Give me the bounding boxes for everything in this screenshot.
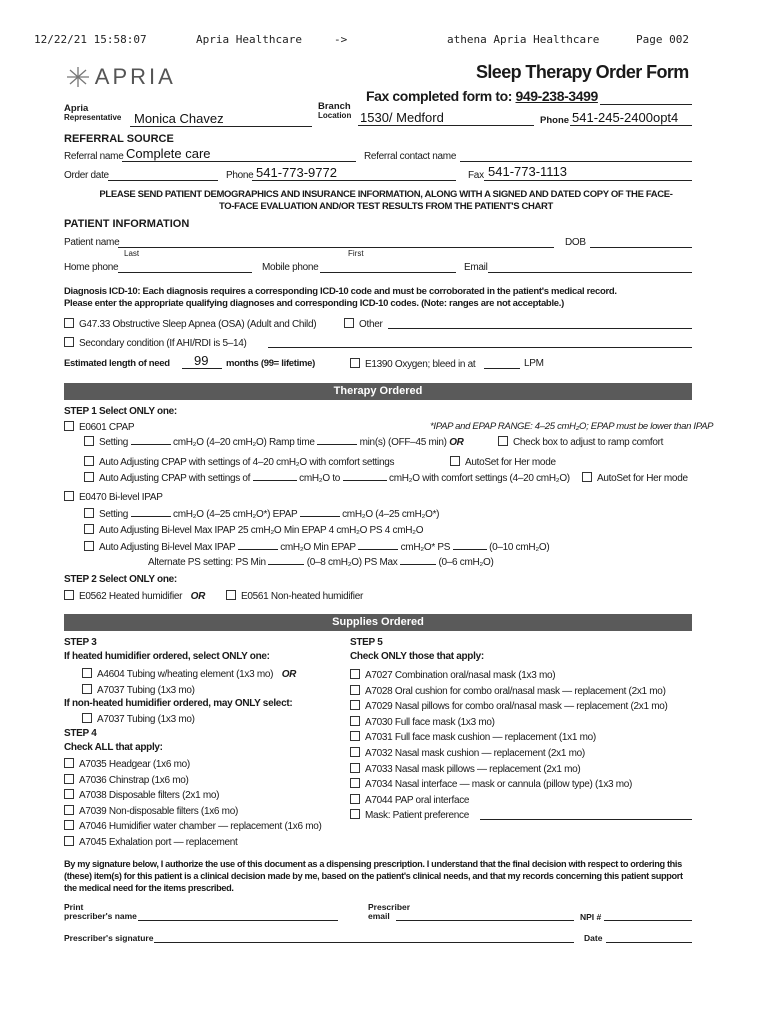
step5-list [350,668,668,824]
ramp-comfort-option[interactable]: Check box to adjust to ramp comfort [498,436,663,448]
patient-heading: PATIENT INFORMATION [64,218,190,230]
date-field[interactable] [606,942,692,943]
min-epap-field[interactable] [358,549,398,550]
dob-field[interactable] [590,247,692,248]
referral-contact-field[interactable] [460,161,692,162]
cpap-checkbox[interactable] [64,421,74,431]
apria-rep-label: Apria Representative [64,103,122,122]
step4-item[interactable]: A7046 Humidifier water chamber — replacement (1x6 mo) [64,819,322,835]
step5-checkbox[interactable] [350,669,360,679]
first-label: First [348,249,364,258]
ipap-epap-note: *IPAP and EPAP RANGE: 4–25 cmH₂O; EPAP must be lower than IPAP [430,421,714,432]
step4-checkbox[interactable] [64,758,74,768]
diagnosis-text2: Please enter the appropriate qualifying diagnoses and corresponding ICD-10 codes. (Note: ranges are not acceptable.) [64,298,564,309]
signature-field[interactable] [154,942,574,943]
oxygen-option[interactable]: E1390 Oxygen; bleed in at [350,358,475,370]
npi-field[interactable] [604,920,692,921]
step4-item[interactable]: A7035 Headgear (1x6 mo) [64,757,322,773]
cpap-setting-checkbox[interactable] [84,436,94,446]
los-label: Estimated length of need [64,358,170,369]
los-suffix: months (99= lifetime) [226,358,315,369]
referral-fax-value[interactable]: 541-773-1113 [488,164,568,179]
cpap-setting-row[interactable]: Setting cmH₂O (4–20 cmH₂O) Ramp time min(s) (OFF–45 min) OR [84,436,464,448]
secondary-field[interactable] [268,347,692,348]
phone-top-value[interactable]: 541-245-2400opt4 [572,110,679,125]
step5-checkbox[interactable] [350,778,360,788]
a4604-checkbox[interactable] [82,668,92,678]
other-field[interactable] [388,328,692,329]
patient-name-field[interactable] [118,247,554,248]
other-checkbox[interactable] [344,318,354,328]
prescriber-email-field[interactable] [396,920,574,921]
step4-sub: Check ALL that apply: [64,742,163,753]
mobile-phone-field[interactable] [320,272,456,273]
step5-item[interactable]: A7030 Full face mask (1x3 mo) [350,715,668,731]
heated-humidifier-option[interactable]: E0562 Heated humidifier OR [64,590,211,602]
referral-fax-line [484,180,692,181]
apria-rep-value[interactable]: Monica Chavez [134,111,224,126]
auto-cpap-checkbox[interactable] [84,456,94,466]
home-phone-field[interactable] [118,272,252,273]
order-date-label: Order date [64,170,109,181]
step5-item[interactable]: A7033 Nasal mask pillows — replacement (2x1 mo) [350,762,668,778]
osa-checkbox[interactable] [64,318,74,328]
supplies-ordered-bar: Supplies Ordered [64,614,692,631]
fax-to-number: 949-238-3499 [515,88,598,104]
branch-value[interactable]: 1530/ Medford [360,110,444,125]
auto-cpap-custom-checkbox[interactable] [84,472,94,482]
step5-checkbox[interactable] [350,700,360,710]
signature-authorization-text: By my signature below, I authorize the use of this document as a dispensing prescription. I understand that the final decision with respect to ordering this (these) item(s) for this patient is a clinical decision made by me, based on the patient's clinical needs, and that my records concerning this patient support the medical need for the items prescribed. [64,859,683,893]
step4-item[interactable]: A7036 Chinstrap (1x6 mo) [64,773,322,789]
auto-cpap-min-field[interactable] [253,480,297,481]
heated-humidifier-checkbox[interactable] [64,590,74,600]
ps-field[interactable] [453,549,487,550]
bilevel-setting-row[interactable]: Setting cmH₂O (4–25 cmH₂O*) EPAP cmH₂O (4–25 cmH₂O*) [84,508,439,520]
prescriber-name-field[interactable] [138,920,338,921]
apria-logo-icon [64,66,92,88]
mobile-phone-label: Mobile phone [262,262,319,273]
dob-label: DOB [565,237,586,248]
secondary-checkbox[interactable] [64,337,74,347]
rep-line [130,126,312,127]
bilevel-auto-custom-row[interactable]: Auto Adjusting Bi-level Max IPAP cmH₂O Min EPAP cmH₂O* PS (0–10 cmH₂O) [84,541,549,553]
referral-name-value[interactable]: Complete care [126,146,211,161]
date-label: Date [584,933,603,943]
home-phone-label: Home phone [64,262,119,273]
email-field[interactable] [488,272,692,273]
referral-name-label: Referral name [64,151,124,162]
step4-checkbox[interactable] [64,805,74,815]
signature-label: Prescriber's signature [64,933,154,943]
fax-datetime: 12/22/21 15:58:07 [34,33,147,46]
auto-cpap-max-field[interactable] [343,480,387,481]
fax-from: Apria Healthcare [196,33,302,46]
step5-item[interactable]: A7027 Combination oral/nasal mask (1x3 mo) [350,668,668,684]
bilevel-auto-custom-checkbox[interactable] [84,541,94,551]
step3-title: STEP 3 [64,637,97,648]
osa-option[interactable]: G47.33 Obstructive Sleep Apnea (OSA) (Adult and Child) [64,318,316,330]
bilevel-checkbox[interactable] [64,491,74,501]
step5-checkbox[interactable] [350,763,360,773]
form-title: Sleep Therapy Order Form [476,62,689,82]
bilevel-epap-field[interactable] [300,516,340,517]
fax-to-line [600,104,692,105]
branch-line [358,125,534,126]
bilevel-ipap-field[interactable] [131,516,171,517]
secondary-option[interactable]: Secondary condition (If AHI/RDI is 5–14) [64,337,247,349]
step4-item[interactable]: A7038 Disposable filters (2x1 mo) [64,788,322,804]
step4-checkbox[interactable] [64,836,74,846]
step5-item[interactable]: Mask: Patient preference [350,808,668,824]
fax-completed-label: Fax completed form to: 949-238-3499 [366,88,598,104]
last-label: Last [124,249,140,258]
a7037-heated-option[interactable]: A7037 Tubing (1x3 mo) [82,684,195,696]
a7037-heated-checkbox[interactable] [82,684,92,694]
step5-item[interactable]: A7044 PAP oral interface [350,793,668,809]
fax-page: Page 002 [636,33,689,46]
step5-checkbox[interactable] [350,809,360,819]
nonheated-humidifier-option[interactable]: E0561 Non-heated humidifier [226,590,363,602]
diagnosis-text1: Diagnosis ICD-10: Each diagnosis requires a corresponding ICD-10 code and must be corroborated in the patient's medical record. [64,286,617,297]
step5-item[interactable]: A7031 Full face mask cushion — replacement (1x1 mo) [350,730,668,746]
step5-sub: Check ONLY those that apply: [350,651,484,662]
bilevel-auto-checkbox[interactable] [84,524,94,534]
fax-to: athena Apria Healthcare [447,33,600,46]
a4604-option[interactable]: A4604 Tubing w/heating element (1x3 mo) OR [82,668,296,680]
referral-phone-value[interactable]: 541-773-9772 [256,165,337,180]
therapy-ordered-bar: Therapy Ordered [64,383,692,400]
cpap-option[interactable]: E0601 CPAP [64,421,134,433]
step3-sub1: If heated humidifier ordered, select ONLY one: [64,651,270,662]
step5-checkbox[interactable] [350,685,360,695]
step4-list [64,757,322,850]
ramp-comfort-checkbox[interactable] [498,436,508,446]
step5-item[interactable]: A7032 Nasal mask cushion — replacement (2x1 mo) [350,746,668,762]
step4-checkbox[interactable] [64,774,74,784]
referral-phone-line [252,180,456,181]
autoset-her2-option[interactable]: AutoSet for Her mode [582,472,688,484]
cpap-setting-field[interactable] [131,444,171,445]
patient-name-label: Patient name [64,237,120,248]
ramp-time-field[interactable] [317,444,357,445]
apria-logo [64,64,176,90]
email-label: Email [464,262,488,273]
bilevel-auto-option[interactable]: Auto Adjusting Bi-level Max IPAP 25 cmH₂O Min EPAP 4 cmH₂O PS 4 cmH₂O [84,524,423,536]
a7037-nonheated-checkbox[interactable] [82,713,92,723]
bilevel-setting-checkbox[interactable] [84,508,94,518]
a7037-nonheated-option[interactable]: A7037 Tubing (1x3 mo) [82,713,195,725]
auto-cpap-option[interactable]: Auto Adjusting CPAP with settings of 4–20 cmH₂O with comfort settings [84,456,394,468]
los-line [182,368,222,369]
auto-cpap-custom-row[interactable]: Auto Adjusting CPAP with settings of cmH₂O to cmH₂O with comfort settings (4–20 cmH₂O) [84,472,570,484]
step2-title: STEP 2 Select ONLY one: [64,574,177,585]
step5-item[interactable]: A7029 Nasal pillows for combo oral/nasal mask — replacement (2x1 mo) [350,699,668,715]
nonheated-humidifier-checkbox[interactable] [226,590,236,600]
autoset-her2-checkbox[interactable] [582,472,592,482]
referral-fax-label: Fax [468,170,484,181]
autoset-her-checkbox[interactable] [450,456,460,466]
alternate-ps-row: Alternate PS setting: PS Min (0–8 cmH₂O) PS Max (0–6 cmH₂O) [148,557,494,568]
step3-sub2: If non-heated humidifier ordered, may ONLY select: [64,698,293,709]
los-value[interactable]: 99 [194,353,209,368]
phone-top-line [570,125,692,126]
print-name-label: Print prescriber's name [64,902,137,921]
referral-name-line [122,161,356,162]
ps-min-field[interactable] [268,564,304,565]
ps-max-field[interactable] [400,564,436,565]
referral-heading: REFERRAL SOURCE [64,133,174,145]
step4-item[interactable]: A7039 Non-disposable filters (1x6 mo) [64,804,322,820]
step4-checkbox[interactable] [64,820,74,830]
referral-phone-label: Phone [226,170,254,181]
mask-preference-field[interactable] [480,819,692,820]
step5-item[interactable]: A7034 Nasal interface — mask or cannula (pillow type) (1x3 mo) [350,777,668,793]
step1-title: STEP 1 Select ONLY one: [64,406,177,417]
oxygen-lpm-label: LPM [524,358,544,369]
step5-item[interactable]: A7028 Oral cushion for combo oral/nasal mask — replacement (2x1 mo) [350,684,668,700]
step5-title: STEP 5 [350,637,383,648]
step5-checkbox[interactable] [350,747,360,757]
oxygen-lpm-field[interactable] [484,368,520,369]
autoset-her-option[interactable]: AutoSet for Her mode [450,456,556,468]
oxygen-checkbox[interactable] [350,358,360,368]
step4-item[interactable]: A7045 Exhalation port — replacement [64,835,322,851]
other-option[interactable]: Other [344,318,383,330]
prescriber-email-label: Prescriber email [368,902,411,921]
order-date-field[interactable] [108,180,218,181]
step5-checkbox[interactable] [350,731,360,741]
step5-checkbox[interactable] [350,794,360,804]
fax-arrow: -> [334,33,348,46]
notice-text: PLEASE SEND PATIENT DEMOGRAPHICS AND INSURANCE INFORMATION, ALONG WITH A SIGNED AND DATED COPY OF THE FACE-TO-FACE EVALUATION AND/OR TEST RESULTS FROM THE PATIENT'S CHART [99,189,673,212]
bilevel-option[interactable]: E0470 Bi-level IPAP [64,491,163,503]
apria-logo-text: APRIA [94,64,176,89]
referral-contact-label: Referral contact name [364,151,457,162]
step5-checkbox[interactable] [350,716,360,726]
max-ipap-field[interactable] [238,549,278,550]
branch-label: Branch Location [318,101,352,120]
step4-checkbox[interactable] [64,789,74,799]
step4-title: STEP 4 [64,728,97,739]
phone-top-label: Phone [540,115,570,126]
npi-label: NPI # [580,912,602,922]
